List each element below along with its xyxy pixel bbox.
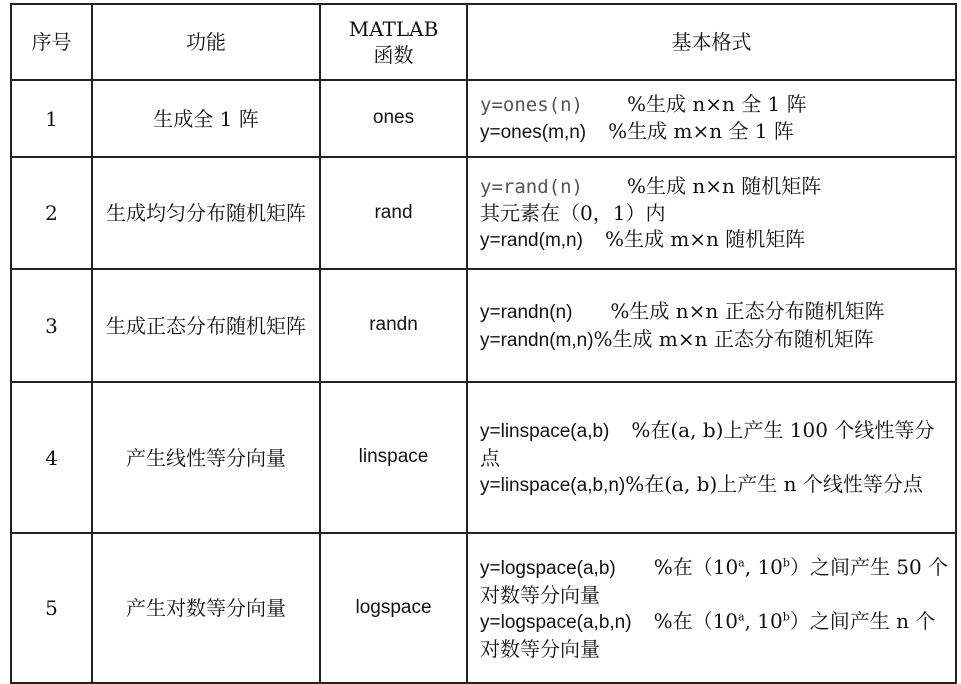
row-num: 2	[11, 157, 92, 269]
row-num: 5	[11, 533, 92, 683]
format-desc-post: ）之间产生 n 个对数等分向量	[480, 609, 936, 661]
row-function: 生成正态分布随机矩阵	[92, 269, 320, 382]
format-code: y=ones(n)	[480, 94, 583, 117]
header-format: 基本格式	[467, 4, 956, 80]
format-desc-post: ）之间产生 50 个对数等分向量	[480, 555, 949, 607]
superscript-a: a	[738, 610, 745, 624]
format-desc: %生成 m×n 随机矩阵	[604, 226, 806, 251]
format-line	[480, 417, 949, 471]
format-code: y=randn(m,n)	[480, 329, 594, 351]
format-desc: %生成 n×n 随机矩阵	[626, 173, 822, 198]
format-line	[480, 608, 949, 662]
table-row	[11, 269, 956, 382]
format-line	[480, 471, 949, 499]
format-desc-mid: , 10	[744, 609, 783, 633]
header-func: 功能	[92, 4, 320, 80]
row-format	[467, 382, 956, 533]
superscript-a: a	[738, 556, 745, 570]
header-row	[11, 4, 956, 80]
matlab-functions-table	[10, 3, 957, 684]
format-desc-mid: , 10	[744, 555, 783, 580]
format-code: y=logspace(a,b)	[480, 558, 616, 580]
format-line	[480, 118, 949, 146]
superscript-b: b	[782, 610, 790, 624]
header-matlab	[320, 4, 467, 80]
format-line	[480, 298, 949, 326]
format-desc: %在(a, b)上产生 n 个线性等分点	[625, 471, 923, 496]
format-code: y=logspace(a,b,n)	[480, 612, 632, 633]
row-num: 3	[11, 269, 92, 382]
row-format	[467, 80, 956, 157]
row-matlab-fn: randn	[320, 269, 467, 382]
header-num: 序号	[11, 4, 92, 80]
row-matlab-fn: logspace	[320, 533, 467, 683]
format-line	[480, 326, 949, 354]
row-function: 产生对数等分向量	[92, 533, 320, 683]
format-desc: %生成 n×n 正态分布随机矩阵	[610, 298, 885, 323]
format-line	[480, 554, 949, 608]
table-row	[11, 80, 956, 157]
format-code: y=rand(m,n)	[480, 229, 583, 251]
row-format	[467, 533, 956, 683]
row-num: 4	[11, 382, 92, 533]
table-row	[11, 382, 956, 533]
format-extra: 其元素在（0，1）内	[480, 200, 666, 225]
row-function: 产生线性等分向量	[92, 382, 320, 533]
header-matlab-line1: MATLAB	[348, 17, 439, 41]
superscript-b: b	[782, 556, 790, 570]
format-desc: %生成 n×n 全 1 阵	[626, 92, 807, 117]
format-desc-pre: %在（10	[653, 609, 739, 633]
format-desc-pre: %在（10	[653, 555, 739, 580]
format-line	[480, 91, 949, 118]
row-function: 生成全 1 阵	[92, 80, 320, 157]
row-matlab-fn: ones	[320, 80, 467, 157]
row-format	[467, 157, 956, 269]
row-matlab-fn: rand	[320, 157, 467, 269]
format-line	[480, 173, 949, 200]
format-code: y=randn(n)	[480, 301, 573, 323]
format-desc: %生成 m×n 正态分布随机矩阵	[593, 326, 874, 351]
table-row	[11, 533, 956, 683]
format-desc: %生成 m×n 全 1 阵	[608, 119, 794, 143]
format-desc: %在(a, b)上产生 100 个线性等分点	[480, 417, 935, 470]
format-code: y=linspace(a,b)	[480, 420, 610, 442]
row-num: 1	[11, 80, 92, 157]
format-code: y=ones(m,n)	[480, 122, 587, 143]
format-code: y=rand(n)	[480, 175, 583, 198]
format-code: y=linspace(a,b,n)	[480, 474, 626, 496]
row-function: 生成均匀分布随机矩阵	[92, 157, 320, 269]
header-matlab-line2: 函数	[373, 43, 414, 67]
table-row	[11, 157, 956, 269]
row-format	[467, 269, 956, 382]
row-matlab-fn: linspace	[320, 382, 467, 533]
format-line	[480, 226, 949, 254]
